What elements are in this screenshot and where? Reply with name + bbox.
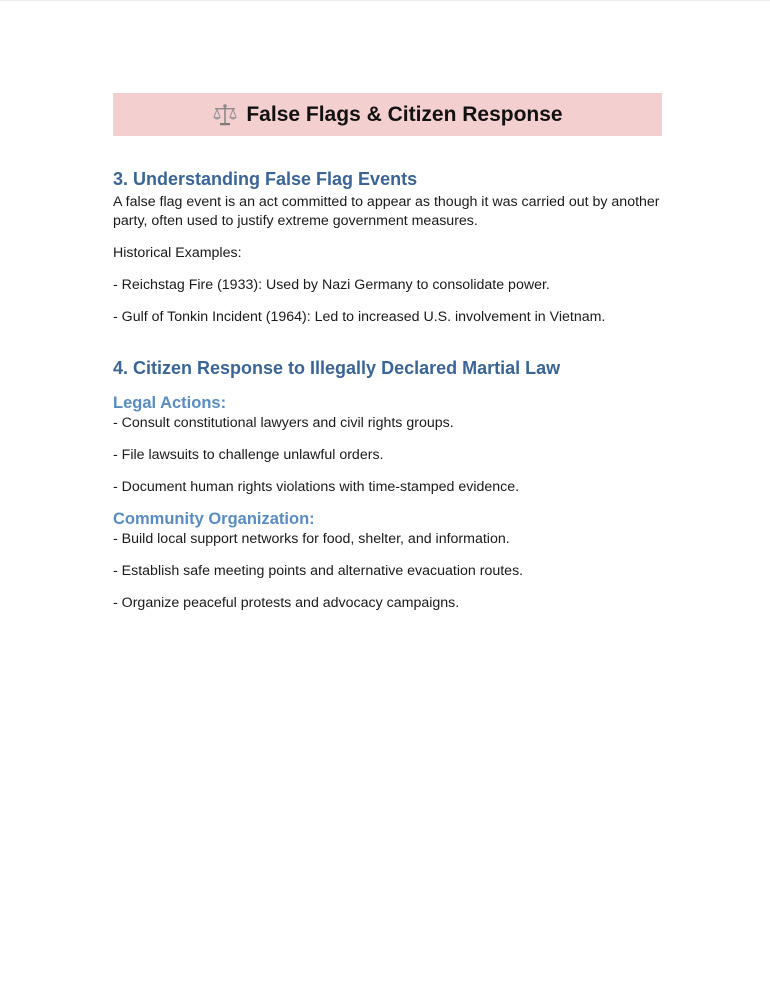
title-banner [113, 93, 662, 136]
list-item: - Consult constitutional lawyers and civil rights groups. [113, 415, 454, 431]
community-organization-heading: Community Organization: [113, 510, 315, 528]
legal-actions-heading: Legal Actions: [113, 394, 227, 412]
list-item: - Build local support networks for food, shelter, and information. [113, 531, 510, 547]
balance-scale-icon [212, 103, 238, 127]
banner-title-group [212, 103, 562, 127]
list-item: - Gulf of Tonkin Incident (1964): Led to increased U.S. involvement in Vietnam. [113, 309, 606, 325]
section-3-intro: A false flag event is an act committed to appear as though it was carried out by another party, often used to justify extreme government measures. [113, 194, 660, 229]
list-item: - Organize peaceful protests and advocacy campaigns. [113, 595, 460, 611]
list-item: - Reichstag Fire (1933): Used by Nazi Germany to consolidate power. [113, 277, 550, 293]
section-4-heading: 4. Citizen Response to Illegally Declared Martial Law [113, 358, 561, 378]
section-3-heading: 3. Understanding False Flag Events [113, 169, 418, 189]
list-item: - File lawsuits to challenge unlawful orders. [113, 447, 384, 463]
historical-examples-label: Historical Examples: [113, 245, 242, 261]
list-item: - Establish safe meeting points and alternative evacuation routes. [113, 563, 524, 579]
page-title: False Flags & Citizen Response [246, 102, 563, 126]
document-body [113, 167, 662, 613]
list-item: - Document human rights violations with time-stamped evidence. [113, 479, 520, 495]
